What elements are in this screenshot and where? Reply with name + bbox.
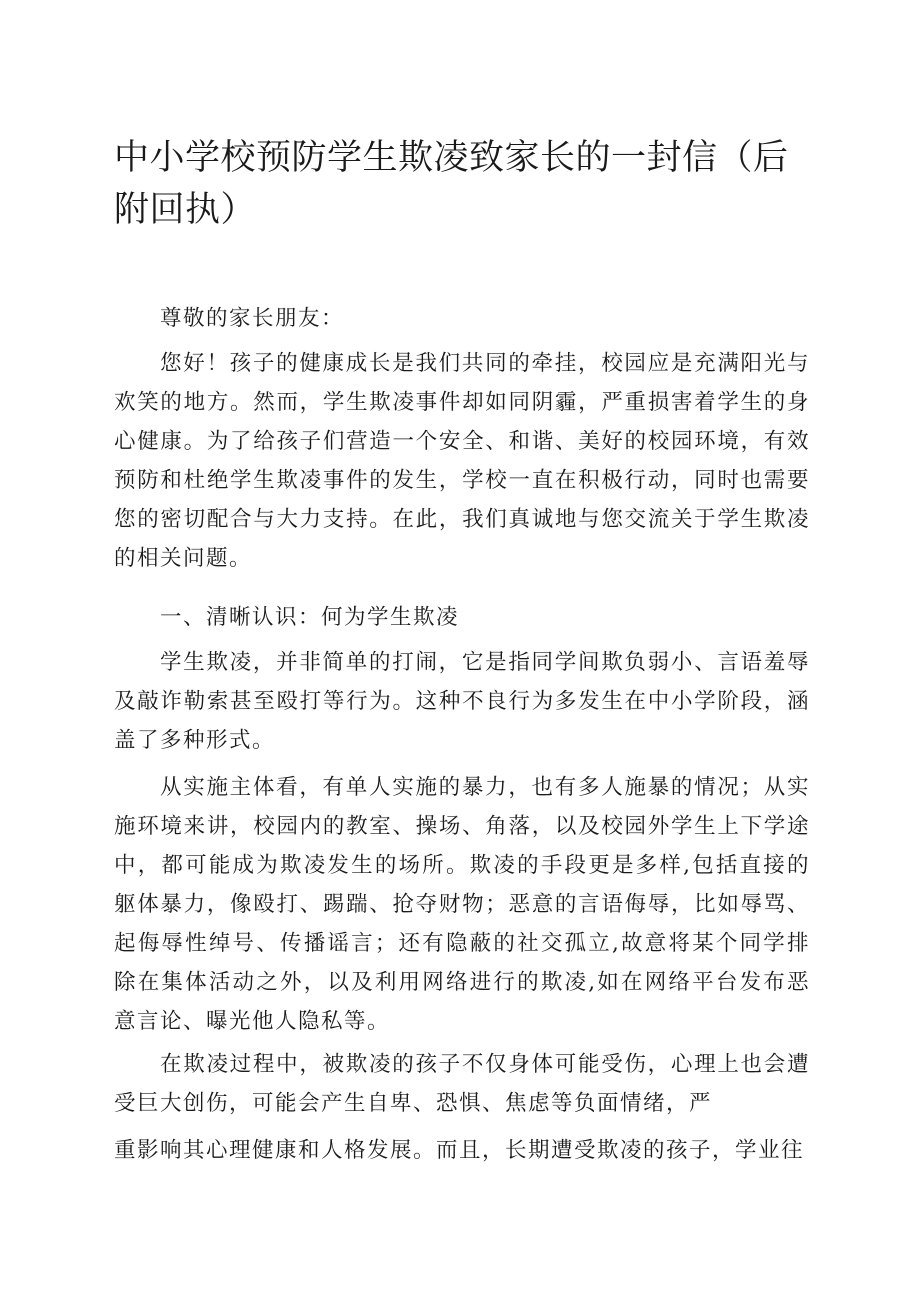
paragraph-forms: 从实施主体看，有单人实施的暴力，也有多人施暴的情况；从实施环境来讲，校园内的教室、操场、角落，以及校园外学生上下学途中，都可能成为欺凌发生的场所。欺凌的手段更是多样,包括直接的躯体暴力，像殴打、踢踹、抢夺财物；恶意的言语侮辱，比如辱骂、起侮辱性绰号、传播谣言；还有隐蔽的社交孤立,故意将某个同学排除在集体活动之外，以及利用网络进行的欺凌,如在网络平台发布恶意言论、曝光他人隐私等。 xyxy=(114,775,810,1034)
document-title: 中小学校预防学生欺凌致家长的一封信（后附回执） xyxy=(114,138,789,230)
paragraph-definition: 学生欺凌，并非简单的打闹，它是指同学间欺负弱小、言语羞辱及敲诈勒索甚至殴打等行为。这种不良行为多发生在中小学阶段，涵盖了多种形式。 xyxy=(114,650,810,753)
paragraph-greeting: 您好！孩子的健康成长是我们共同的牵挂，校园应是充满阳光与欢笑的地方。然而，学生欺凌事件却如同阴霾，严重损害着学生的身心健康。为了给孩子们营造一个安全、和谐、美好的校园环境，有效预防和杜绝学生欺凌事件的发生，学校一直在积极行动，同时也需要您的密切配合与大力支持。在此，我们真诚地与您交流关于学生欺凌的相关问题。 xyxy=(114,351,810,571)
salutation: 尊敬的家长朋友： xyxy=(160,306,345,331)
paragraph-harm-continued: 重影响其心理健康和人格发展。而且，长期遭受欺凌的孩子，学业往 xyxy=(114,1138,805,1163)
section-heading-1: 一、清晰认识：何为学生欺凌 xyxy=(160,605,460,630)
paragraph-harm: 在欺凌过程中，被欺凌的孩子不仅身体可能受伤，心理上也会遭受巨大创伤，可能会产生自卑、恐惧、焦虑等负面情绪，严 xyxy=(114,1052,810,1116)
